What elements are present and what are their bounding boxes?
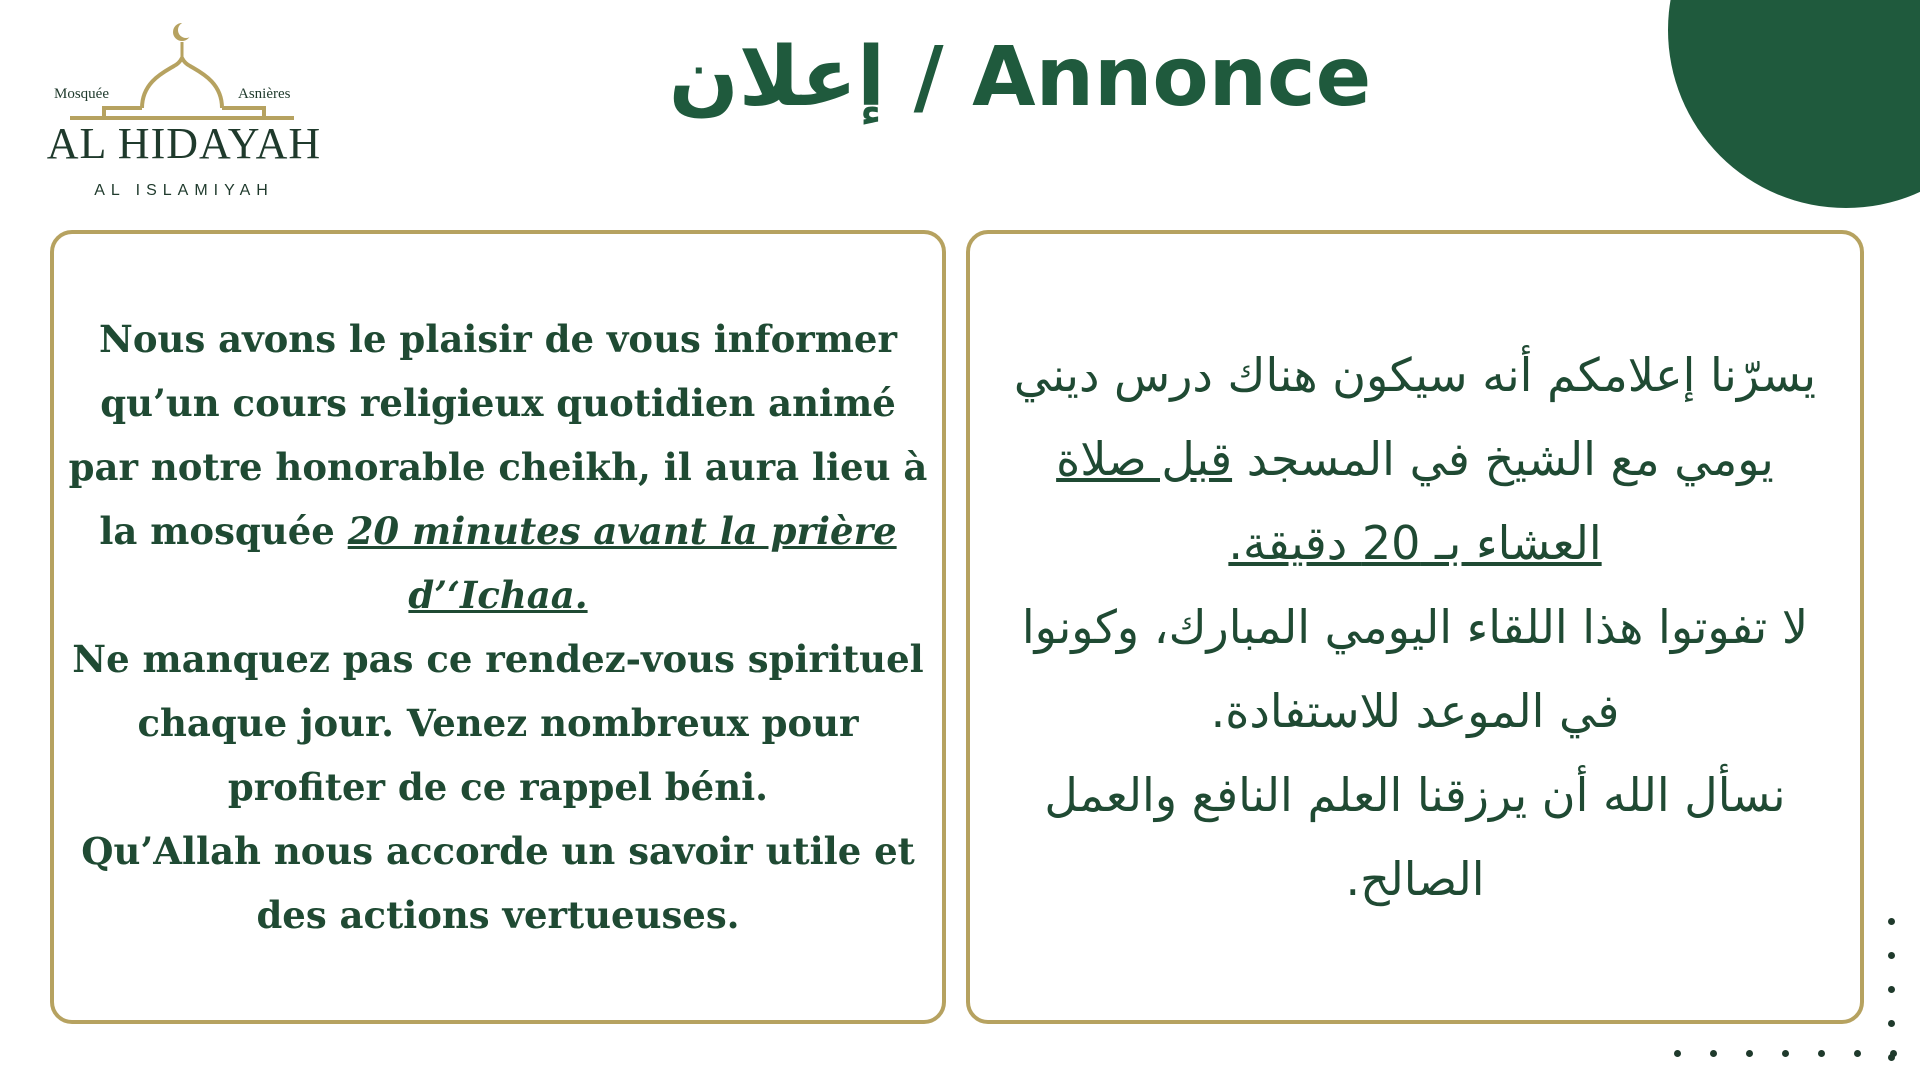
decoration-dot xyxy=(1888,986,1895,993)
logo-subtitle: AL ISLAMIYAH xyxy=(94,182,274,199)
french-time-highlight: 20 minutes avant la prière d’‘Ichaa. xyxy=(347,509,897,617)
page-title: إعلان / Annonce xyxy=(668,30,1372,125)
logo-right-word: Asnières xyxy=(238,86,291,102)
decoration-dot xyxy=(1888,918,1895,925)
dot-pattern-decoration xyxy=(1660,910,1920,1080)
french-paragraph-3: Qu’Allah nous accorde un savoir utile et des actions vertueuses. xyxy=(81,829,915,937)
decoration-dot xyxy=(1710,1050,1717,1057)
decoration-dot xyxy=(1854,1050,1861,1057)
decoration-dot xyxy=(1888,952,1895,959)
arabic-announcement-card xyxy=(966,230,1864,1024)
mosque-dome-icon xyxy=(24,22,344,122)
decoration-dot xyxy=(1746,1050,1753,1057)
decoration-dot xyxy=(1818,1050,1825,1057)
arabic-announcement-text xyxy=(970,333,1860,921)
french-announcement-text xyxy=(54,307,942,947)
logo-left-word: Mosquée xyxy=(54,86,109,102)
decoration-dot xyxy=(1782,1050,1789,1057)
arabic-paragraph-2: لا تفوتوا هذا اللقاء اليومي المبارك، وكونوا في الموعد للاستفادة. xyxy=(1021,600,1809,738)
decoration-dot xyxy=(1888,1020,1895,1027)
mosque-logo xyxy=(24,22,344,212)
french-paragraph-2: Ne manquez pas ce rendez-vous spirituel chaque jour. Venez nombreux pour profiter de ce rappel béni. xyxy=(72,637,924,809)
french-paragraph-1: Nous avons le plaisir de vous informer qu’un cours religieux quotidien animé par notre honorable cheikh, il aura lieu à la mosquée xyxy=(68,317,928,553)
decoration-dot xyxy=(1890,1050,1897,1057)
arabic-paragraph-1: يسرّنا إعلامكم أنه سيكون هناك درس ديني يومي مع الشيخ في المسجد xyxy=(1013,348,1817,486)
french-announcement-card xyxy=(50,230,946,1024)
decoration-dot xyxy=(1674,1050,1681,1057)
arabic-paragraph-3: نسأل الله أن يرزقنا العلم النافع والعمل الصالح. xyxy=(1044,768,1786,906)
corner-decoration-circle xyxy=(1668,0,1920,208)
arabic-time-highlight: قبل صلاة العشاء بـ 20 دقيقة. xyxy=(1056,432,1602,570)
logo-name: AL HIDAYAH xyxy=(46,119,322,168)
